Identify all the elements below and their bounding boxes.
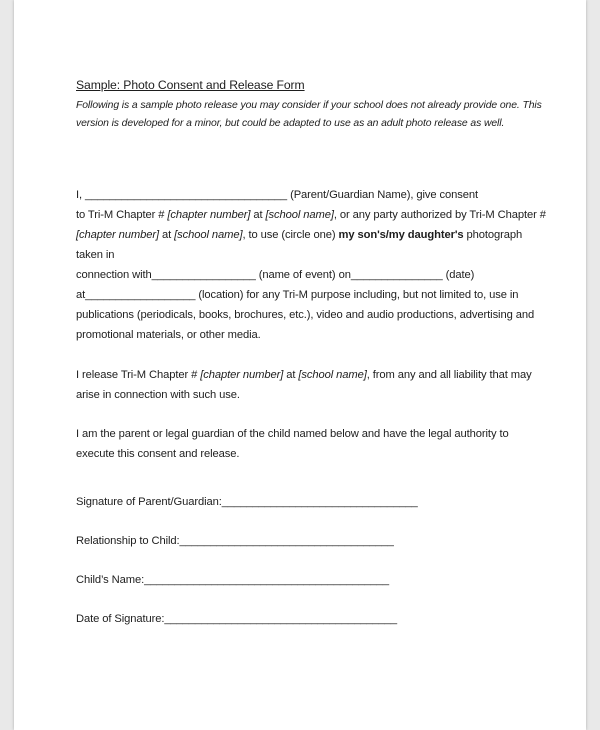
child-name-field[interactable]: ________________________________________ [144,574,390,586]
relationship-row [76,531,546,570]
school-name-placeholder: [school name] [265,209,334,221]
event-name-blank[interactable]: _________________ [151,269,256,281]
party-text: , or any party authorized by Tri-M Chapter # [333,209,546,221]
child-name-row [76,570,546,609]
location-purpose-text: (location) for any Tri-M purpose including, but not limited to, use in publications (periodicals, books, brochures, etc.), video and audio productions, advertising and promotional materials, or other media. [76,289,535,341]
consent-paragraph [76,185,546,345]
son-daughter-choice[interactable]: my son's/my daughter's [338,229,464,241]
connection-with-text: connection with [76,269,152,281]
at-line-text: at [76,289,86,301]
release-suffix: , from any and all liability that may arise in connection with such use. [76,369,532,401]
intro-note: Following is a sample photo release you may consider if your school does not already provide one. This version is developed for a minor, but could be adapted to use as an adult photo release as well. [76,100,542,129]
form-title: Sample: Photo Consent and Release Form [76,78,305,92]
parent-signature-field[interactable]: ________________________________ [221,496,418,508]
signature-section [76,492,546,648]
event-date-blank[interactable]: _______________ [350,269,443,281]
release-paragraph [76,365,546,405]
parent-signature-row [76,492,546,531]
release-prefix: I release Tri-M Chapter # [76,369,201,381]
photo-taken-text: photograph taken in [76,229,523,261]
chapter-number-placeholder: [chapter number] [167,209,251,221]
chapter-number-placeholder: [chapter number] [76,229,159,241]
parent-name-blank[interactable]: _________________________________ [85,189,288,201]
at-text: at [158,229,175,241]
child-name-label: Child’s Name: [76,574,145,586]
event-name-label: (name of event) on [255,269,351,281]
school-name-placeholder: [school name] [174,229,243,241]
document-page [14,0,586,730]
signature-date-label: Date of Signature: [76,613,165,625]
relationship-label: Relationship to Child: [76,535,180,547]
form-content [76,78,546,648]
location-blank[interactable]: __________________ [85,289,196,301]
at-text: at [250,209,266,221]
date-label: (date) [442,269,475,281]
use-text: , to use (circle one) [242,229,339,241]
school-name-placeholder: [school name] [298,369,367,381]
chapter-number-placeholder: [chapter number] [200,369,284,381]
parent-name-label: (Parent/Guardian Name), give consent [287,189,478,201]
signature-date-row [76,609,546,648]
authority-paragraph: I am the parent or legal guardian of the child named below and have the legal authority to execute this consent and release. [76,428,509,460]
at-text: at [283,369,299,381]
relationship-field[interactable]: ___________________________________ [179,535,394,547]
to-chapter-text: to Tri-M Chapter # [76,209,168,221]
signature-date-field[interactable]: ______________________________________ [164,613,398,625]
parent-signature-label: Signature of Parent/Guardian: [76,496,222,508]
consent-i: I, [76,189,86,201]
